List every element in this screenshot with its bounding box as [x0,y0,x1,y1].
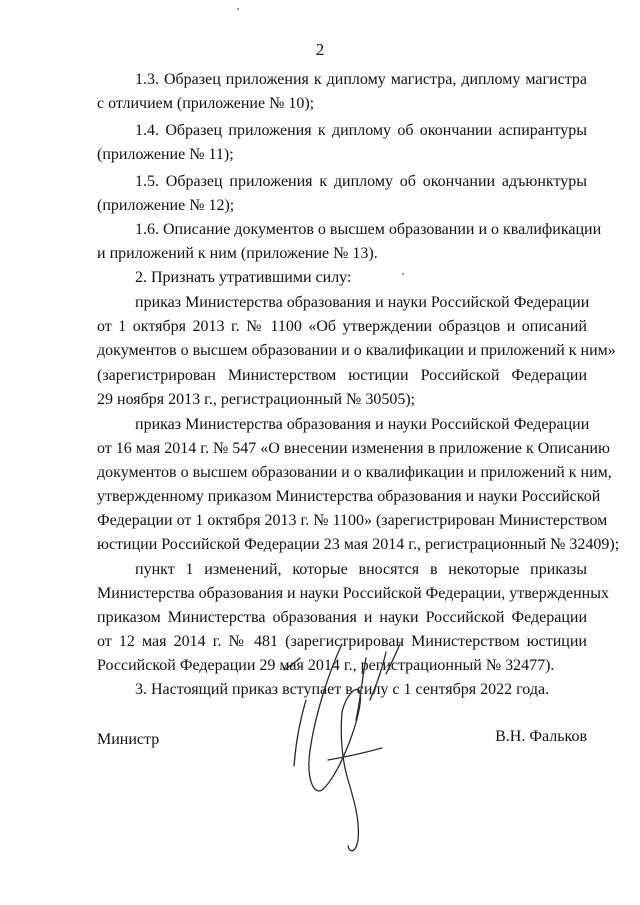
page-number: 2 [315,40,325,59]
text-line: от 16 мая 2014 г. № 547 «О внесении изменения в приложение к Описанию [97,440,610,457]
text-line: 1.4. Образец приложения к диплому об окончании аспирантуры [135,122,587,139]
text-line: документов о высшем образовании и о квалификации и приложений к ним, [97,464,612,481]
text-line: 1.5. Образец приложения к диплому об окончании адъюнктуры [135,173,587,190]
text-line: приказом Министерства образования и науки Российской Федерации [97,609,587,626]
text-line: и приложений к ним (приложение № 13). [97,245,378,262]
handwritten-signature [270,640,440,860]
signatory-name: В.Н. Фальков [495,728,587,745]
text-line: (приложение № 11); [97,146,234,163]
text-line: 29 ноября 2013 г., регистрационный № 30505); [97,391,416,408]
text-line: пункт 1 изменений, которые вносятся в некоторые приказы [135,561,587,578]
text-line: 1.3. Образец приложения к диплому магистра, диплому магистра [135,71,587,88]
text-line: документов о высшем образовании и о квалификации и приложений к ним» [97,342,616,359]
scan-speck [237,8,239,10]
text-line: Министерства образования и науки Российской Федерации, утвержденных [97,585,609,602]
text-line: 3. Настоящий приказ вступает в силу с 1 сентября 2022 года. [135,681,550,698]
signatory-position: Министр [97,731,160,748]
text-line: приказ Министерства образования и науки Российской Федерации [135,416,590,433]
text-line: 2. Признать утратившими силу: [135,269,352,286]
text-line: с отличием (приложение № 10); [97,95,315,112]
text-line: (зарегистрирован Министерством юстиции Российской Федерации [97,367,587,384]
text-line: утвержденному приказом Министерства образования и науки Российской [97,488,601,505]
text-line: приказ Министерства образования и науки Российской Федерации [135,294,590,311]
text-line: Российской Федерации 29 мая 2014 г., регистрационный № 32477). [97,657,555,674]
text-line: 1.6. Описание документов о высшем образовании и о квалификации [135,221,602,238]
text-line: от 1 октября 2013 г. № 1100 «Об утверждении образцов и описаний [97,318,587,335]
text-line: Федерации от 1 октября 2013 г. № 1100» (зарегистрирован Министерством [97,512,608,529]
text-line: юстиции Российской Федерации 23 мая 2014 г., регистрационный № 32409); [97,536,620,553]
text-line: от 12 мая 2014 г. № 481 (зарегистрирован Министерством юстиции [97,633,587,650]
text-line: (приложение № 12); [97,197,235,214]
